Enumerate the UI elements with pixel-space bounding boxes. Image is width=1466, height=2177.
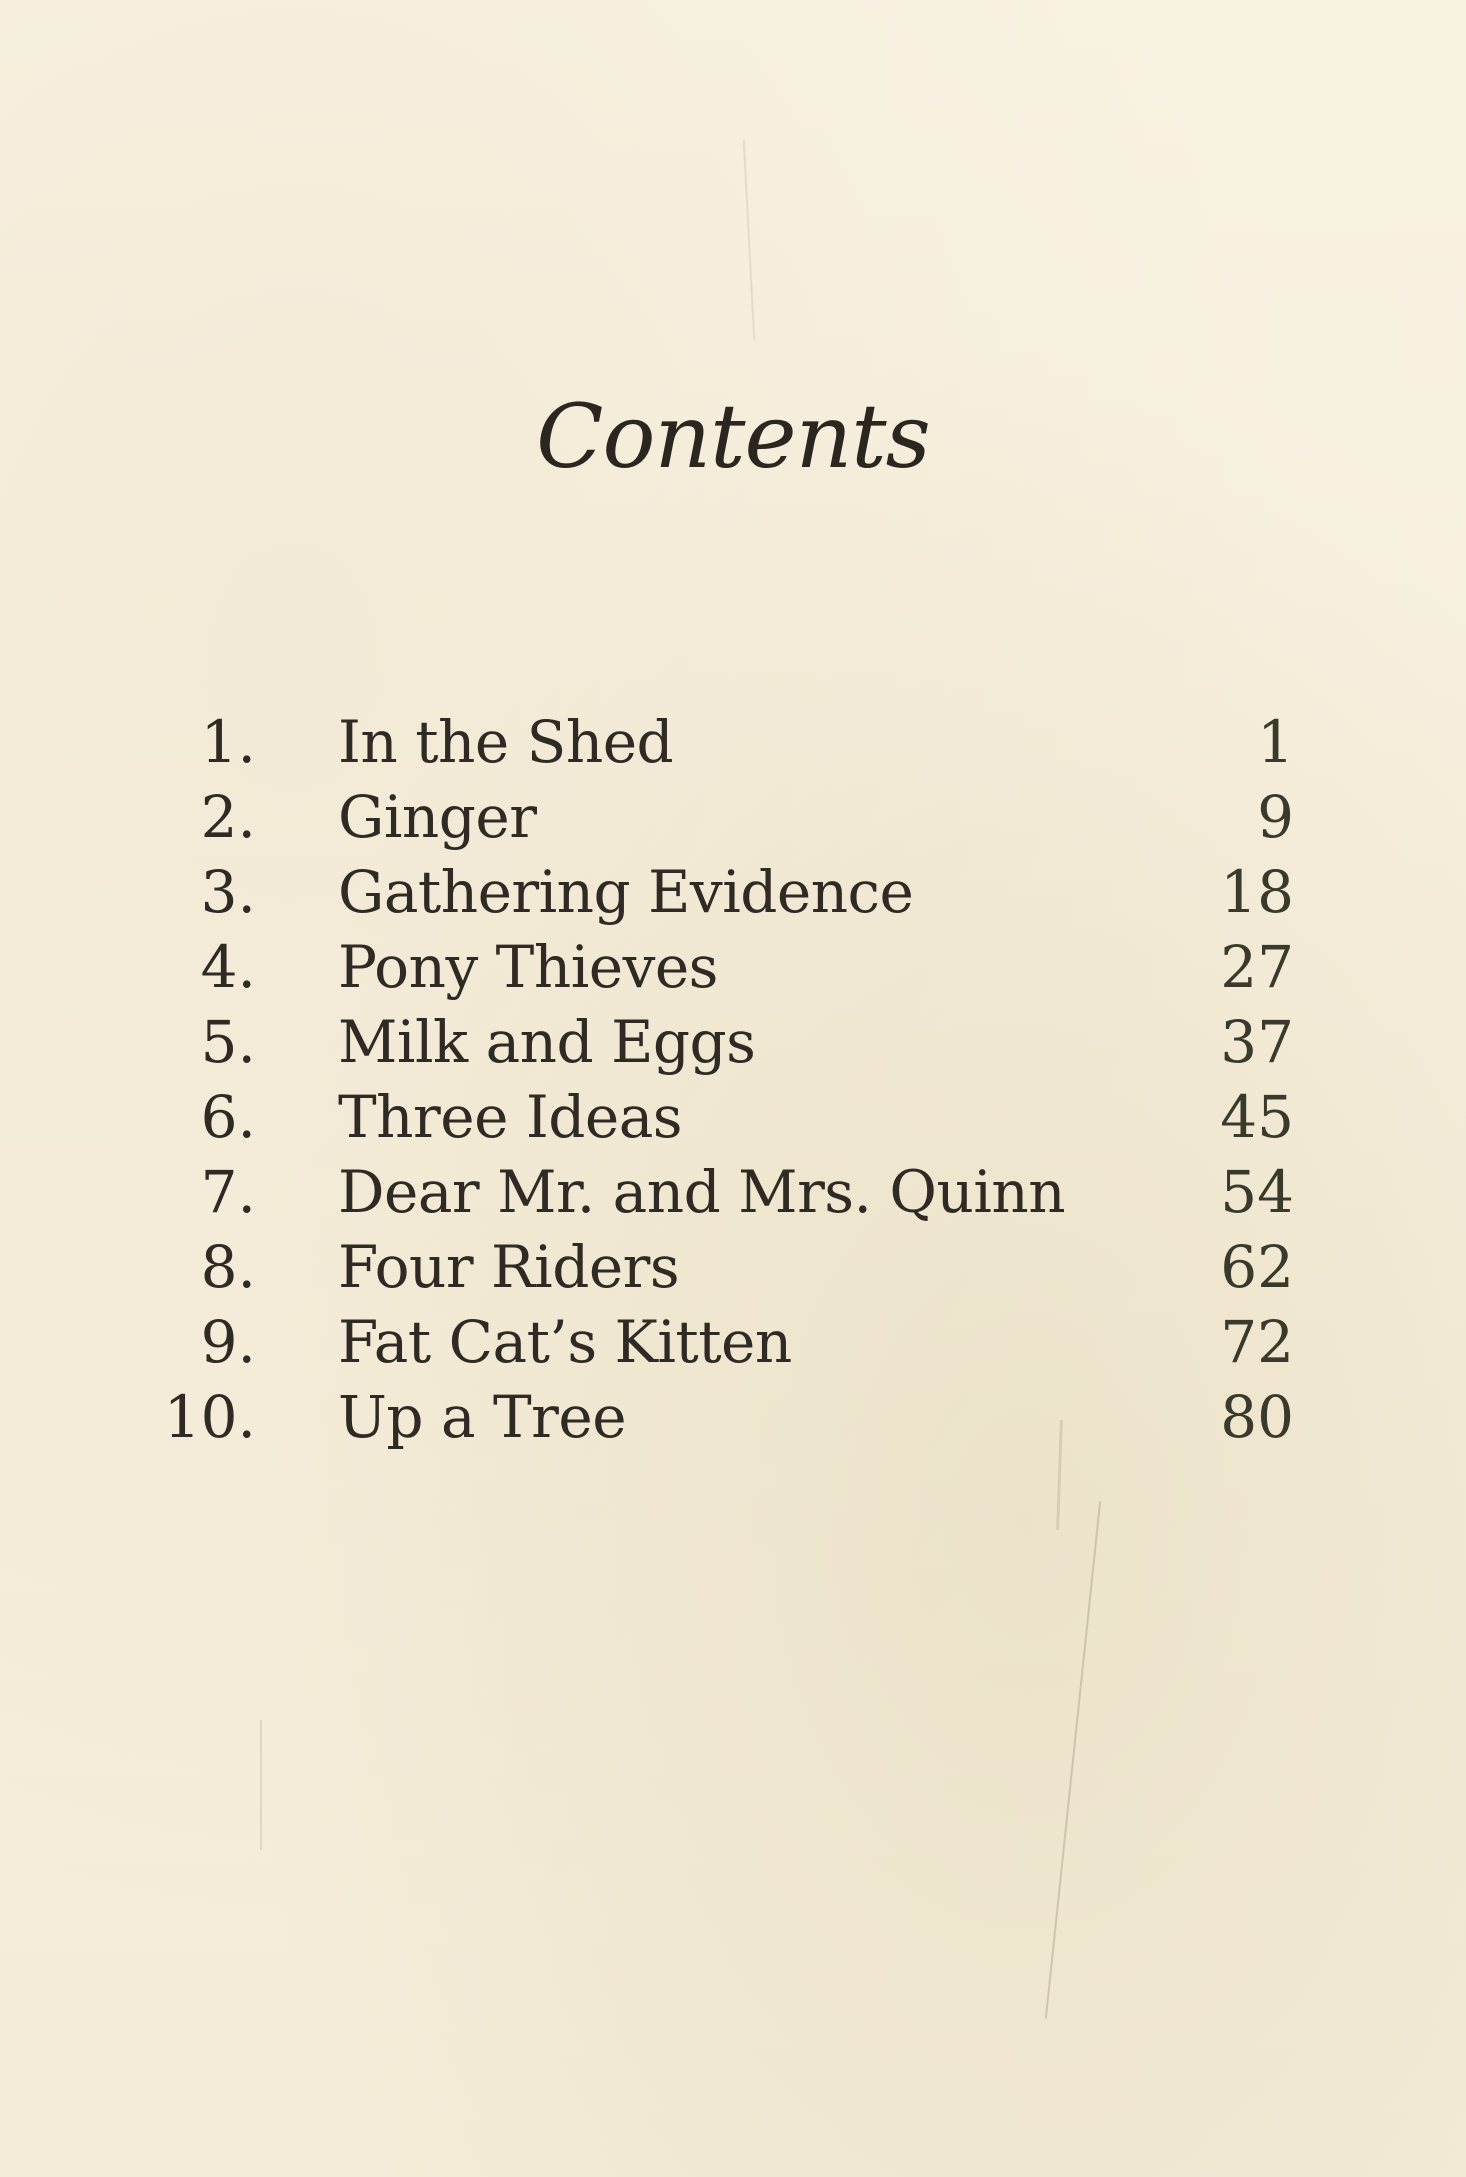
toc-entry <box>0 1005 1466 1080</box>
paper-crease <box>743 140 755 340</box>
chapter-number: 4. <box>200 933 256 1001</box>
toc-entry <box>0 1080 1466 1155</box>
chapter-title: Milk and Eggs <box>338 1008 756 1076</box>
chapter-title: Gathering Evidence <box>338 858 914 926</box>
chapter-number: 7. <box>200 1158 256 1226</box>
page-title: Contents <box>536 385 930 488</box>
chapter-title: Four Riders <box>338 1233 680 1301</box>
chapter-title: In the Shed <box>338 708 674 776</box>
toc-entry <box>0 1305 1466 1380</box>
toc-entry <box>0 1230 1466 1305</box>
chapter-number: 5. <box>200 1008 256 1076</box>
chapter-number: 2. <box>200 783 256 851</box>
chapter-page: 72 <box>1220 1308 1294 1376</box>
chapter-page: 80 <box>1220 1383 1294 1451</box>
toc-entry <box>0 780 1466 855</box>
chapter-title: Up a Tree <box>338 1383 627 1451</box>
chapter-number: 1. <box>200 708 256 776</box>
paper-crease <box>1045 1501 1101 2018</box>
chapter-page: 37 <box>1220 1008 1294 1076</box>
chapter-number: 6. <box>200 1083 256 1151</box>
chapter-number: 3. <box>200 858 256 926</box>
chapter-page: 54 <box>1220 1158 1294 1226</box>
chapter-page: 9 <box>1257 783 1294 851</box>
chapter-number: 9. <box>200 1308 256 1376</box>
chapter-title: Ginger <box>338 783 537 851</box>
chapter-number: 8. <box>200 1233 256 1301</box>
chapter-page: 27 <box>1220 933 1294 1001</box>
toc-entry <box>0 705 1466 780</box>
toc-entry <box>0 1380 1466 1455</box>
chapter-title: Three Ideas <box>338 1083 683 1151</box>
toc-entry <box>0 1155 1466 1230</box>
chapter-page: 18 <box>1220 858 1294 926</box>
paper-crease <box>260 1720 262 1850</box>
chapter-title: Fat Cat’s Kitten <box>338 1308 792 1376</box>
chapter-page: 45 <box>1220 1083 1294 1151</box>
chapter-page: 62 <box>1220 1233 1294 1301</box>
chapter-title: Pony Thieves <box>338 933 718 1001</box>
chapter-title: Dear Mr. and Mrs. Quinn <box>338 1158 1066 1226</box>
chapter-number: 10. <box>163 1383 256 1451</box>
toc-entry <box>0 855 1466 930</box>
chapter-page: 1 <box>1257 708 1294 776</box>
toc-entry <box>0 930 1466 1005</box>
